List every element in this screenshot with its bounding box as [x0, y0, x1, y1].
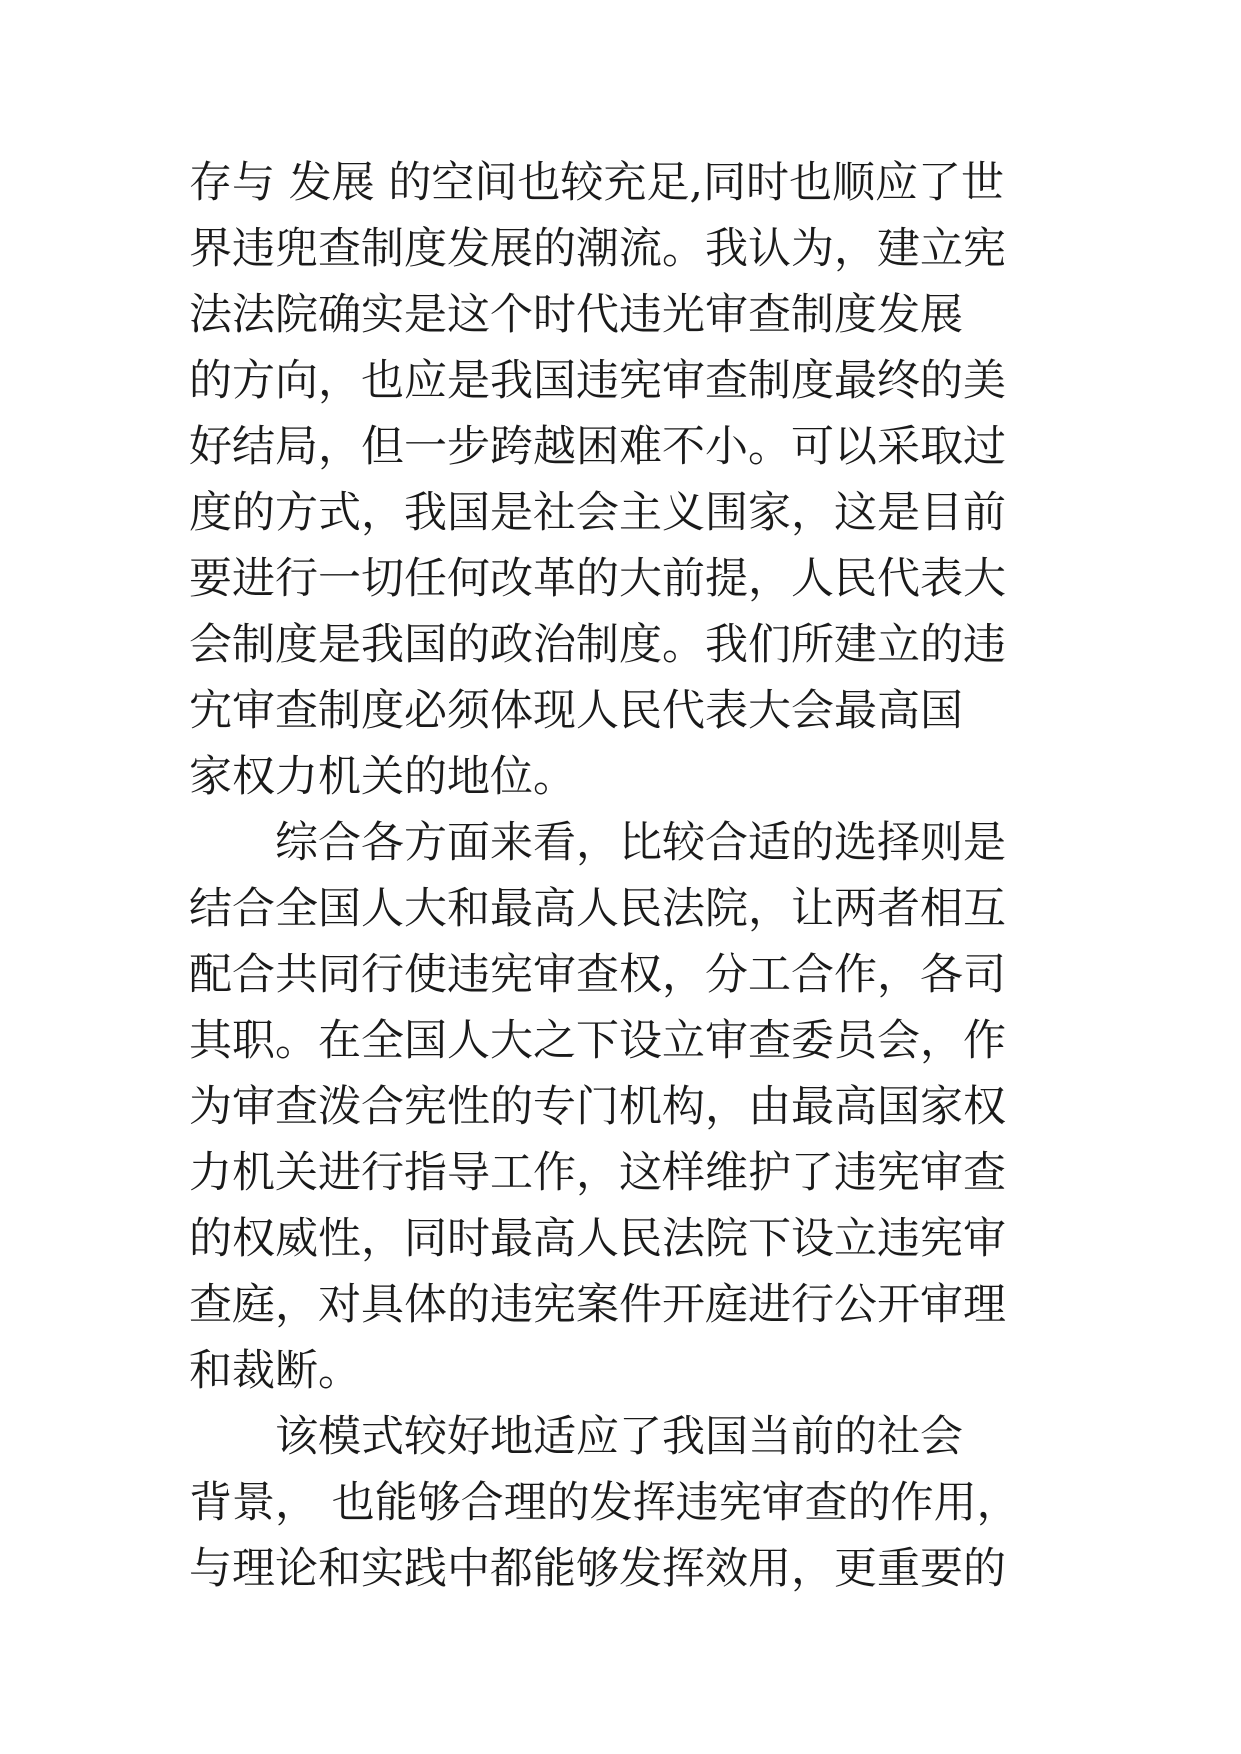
text-line: 的方向，也应是我国违宪审查制度最终的美	[189, 356, 1006, 406]
text-line: 力机关进行指导工作，这样维护了违宪审查	[189, 1148, 1006, 1198]
text-line: 存与 发展 的空间也较充足,同时也顺应了世	[189, 158, 1005, 208]
text-line: 配合共同行使违宪审查权，分工合作，各司	[189, 950, 1006, 1000]
text-line: 家权力机关的地位。	[189, 752, 576, 802]
paragraph-start-line: 该模式较好地适应了我国当前的社会	[275, 1412, 963, 1462]
text-line: 法法院确实是这个时代违光审查制度发展	[189, 290, 963, 340]
text-line: 结合全国人大和最高人民法院，让两者相互	[189, 884, 1006, 934]
text-line: 和裁断。	[189, 1346, 361, 1396]
text-line: 查庭，对具体的违宪案件开庭进行公开审理	[189, 1280, 1006, 1330]
text-line: 界违兜查制度发展的潮流。我认为，建立宪	[189, 224, 1006, 274]
body-text	[189, 150, 1089, 1602]
text-line: 宄审查制度必须体现人民代表大会最高国	[189, 686, 963, 736]
text-line: 与理论和实践中都能够发挥效用，更重要的	[189, 1544, 1006, 1594]
text-line: 为审查泼合宪性的专门机构，由最高国家权	[189, 1082, 1006, 1132]
text-line: 会制度是我国的政治制度。我们所建立的违	[189, 620, 1006, 670]
text-line: 其职。在全国人大之下设立审查委员会，作	[189, 1016, 1006, 1066]
text-line: 要进行一切任何改革的大前提，人民代表大	[189, 554, 1006, 604]
text-line: 背景， 也能够合理的发挥违宪审查的作用，	[189, 1478, 1020, 1528]
text-line: 度的方式，我国是社会主义围家，这是目前	[189, 488, 1006, 538]
text-line: 的权威性，同时最高人民法院下设立违宪审	[189, 1214, 1006, 1264]
text-line: 好结局，但一步跨越困难不小。可以采取过	[189, 422, 1006, 472]
paragraph-start-line: 综合各方面来看，比较合适的选择则是	[275, 818, 1006, 868]
